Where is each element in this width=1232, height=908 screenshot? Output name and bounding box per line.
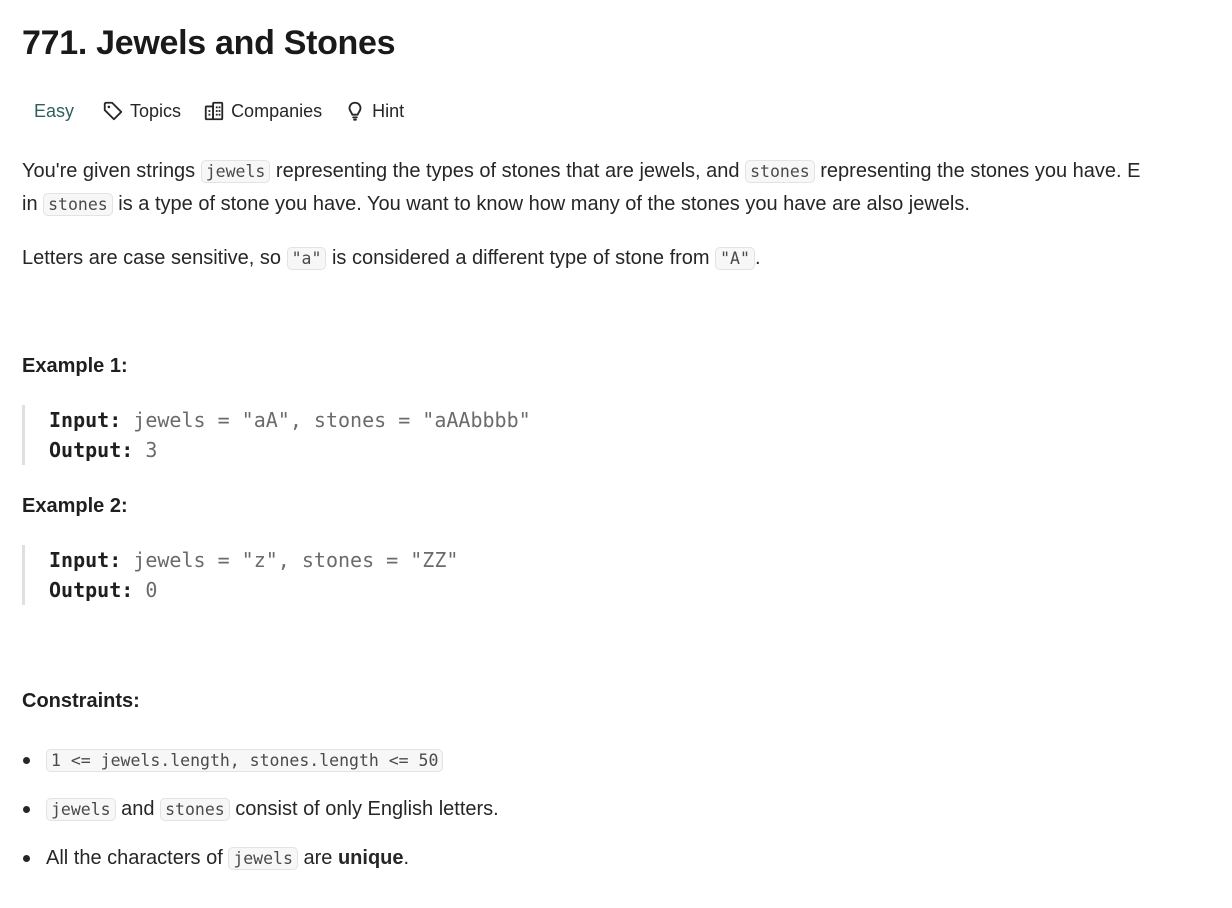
difficulty-badge: Easy <box>34 100 75 121</box>
description-line-1 <box>22 155 1140 188</box>
output-value: 0 <box>133 578 158 602</box>
emphasis: unique <box>337 847 404 869</box>
inline-code: "A" <box>715 247 755 270</box>
text: is considered a different type of stone from <box>326 247 716 269</box>
input-label: Input: <box>49 548 122 572</box>
building-icon <box>203 100 225 122</box>
constraint-item <box>22 836 499 885</box>
example-1-heading: Example 1: <box>22 355 128 377</box>
constraints-heading: Constraints: <box>22 690 140 712</box>
description-line-2 <box>22 188 1140 221</box>
hint-tag[interactable] <box>344 100 404 122</box>
output-label: Output: <box>49 438 134 462</box>
inline-code: "a" <box>287 247 327 270</box>
text: Letters are case sensitive, so <box>22 247 287 269</box>
output-value: 3 <box>133 438 158 462</box>
example-1-input <box>49 405 531 435</box>
input-label: Input: <box>49 408 122 432</box>
inline-code: jewels <box>201 160 271 183</box>
text: . <box>754 247 761 269</box>
constraint-item <box>22 738 499 787</box>
text: in <box>22 193 44 215</box>
text: . <box>403 847 410 869</box>
companies-label: Companies <box>231 100 323 121</box>
inline-code: stones <box>43 193 113 216</box>
output-label: Output: <box>49 578 134 602</box>
problem-tags <box>22 96 426 126</box>
description-paragraph-1 <box>22 155 1140 221</box>
tag-icon <box>102 100 124 122</box>
lightbulb-icon <box>344 100 366 122</box>
example-2-heading: Example 2: <box>22 495 128 517</box>
input-value: jewels = "z", stones = "ZZ" <box>121 548 459 572</box>
example-1-output <box>49 435 531 465</box>
text: consist of only English letters. <box>229 798 499 820</box>
text: is a type of stone you have. You want to know how many of the stones you have are also jewels. <box>112 193 970 215</box>
topics-tag[interactable] <box>102 100 181 122</box>
inline-code: stones <box>160 798 230 821</box>
example-2-input <box>49 545 458 575</box>
topics-label: Topics <box>130 100 182 121</box>
companies-tag[interactable] <box>203 100 322 122</box>
constraints-list <box>22 738 499 885</box>
text: representing the types of stones that are jewels, and <box>270 160 746 182</box>
text: You're given strings <box>22 160 201 182</box>
inline-code: stones <box>745 160 815 183</box>
example-1-block <box>22 405 531 465</box>
description-paragraph-2 <box>22 242 761 275</box>
text: are <box>297 847 338 869</box>
text: representing the stones you have. E <box>814 160 1141 182</box>
input-value: jewels = "aA", stones = "aAAbbbb" <box>121 408 531 432</box>
inline-code: jewels <box>228 847 298 870</box>
problem-title: 771. Jewels and Stones <box>22 24 396 62</box>
inline-code: jewels <box>46 798 116 821</box>
hint-label: Hint <box>372 100 405 121</box>
text: and <box>115 798 161 820</box>
inline-code: 1 <= jewels.length, stones.length <= 50 <box>46 749 443 772</box>
constraint-item <box>22 787 499 836</box>
text: All the characters of <box>46 847 229 869</box>
example-2-output <box>49 575 458 605</box>
example-2-block <box>22 545 458 605</box>
